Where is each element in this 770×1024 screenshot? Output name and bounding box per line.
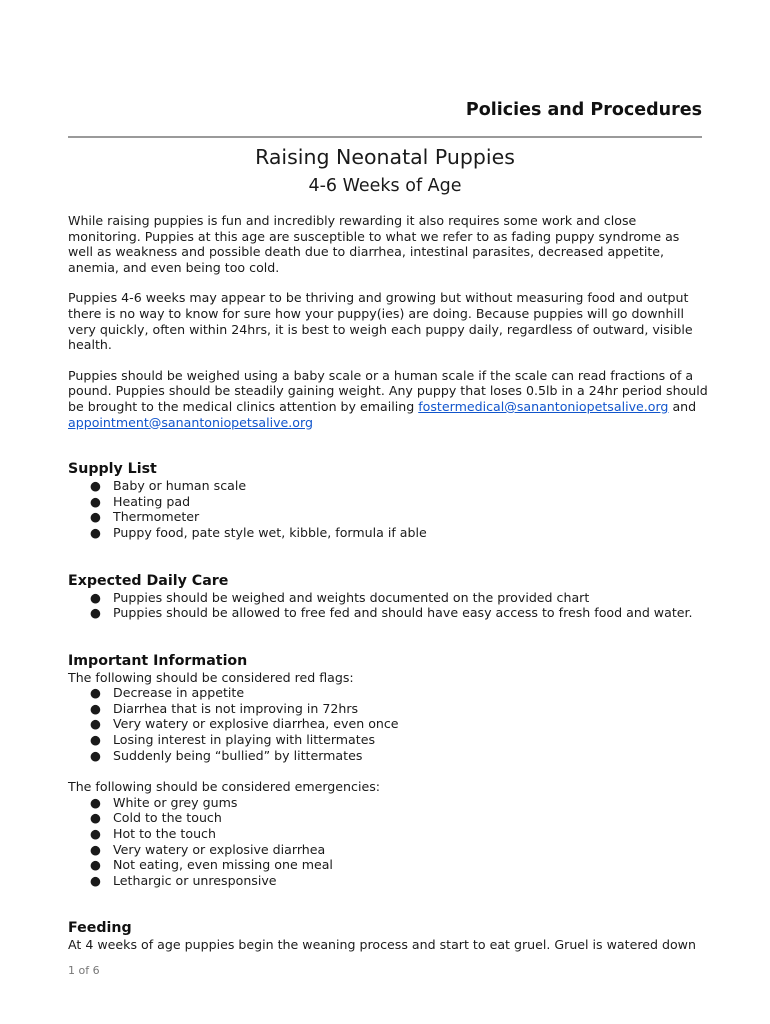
list-item-text: Very watery or explosive diarrhea bbox=[113, 841, 326, 857]
list-item-text: White or grey gums bbox=[113, 794, 238, 810]
document-subtitle: 4-6 Weeks of Age bbox=[308, 176, 462, 196]
list-item-text: Puppies should be allowed to free fed and should have easy access to fresh food and water. bbox=[113, 605, 693, 621]
list-item bbox=[68, 478, 708, 494]
list-item bbox=[68, 509, 708, 525]
list-item-text: Hot to the touch bbox=[113, 826, 216, 842]
list-item bbox=[68, 842, 708, 858]
intro-paragraph-2: Puppies 4-6 weeks may appear to be thriving and growing but without measuring food and output there is no way to know for sure how your puppy(ies) are doing. Because puppies will go downhill very quickly, often within 24hrs, it is best to weigh each puppy daily, regardless of outward, visible health. bbox=[68, 290, 693, 353]
bullet-icon: ● bbox=[90, 685, 101, 701]
bullet-icon: ● bbox=[90, 872, 101, 888]
important-info-heading: Important Information bbox=[68, 652, 248, 669]
bullet-icon: ● bbox=[90, 509, 101, 525]
bullet-icon: ● bbox=[90, 794, 101, 810]
feeding-text: At 4 weeks of age puppies begin the weaning process and start to eat gruel. Gruel is watered down bbox=[68, 937, 696, 953]
bullet-icon: ● bbox=[90, 747, 101, 763]
list-item bbox=[68, 701, 708, 717]
list-item-text: Thermometer bbox=[113, 509, 200, 525]
list-item-text: Losing interest in playing with littermates bbox=[113, 732, 376, 748]
list-item-text: Suddenly being “bullied” by littermates bbox=[113, 747, 363, 763]
bullet-icon: ● bbox=[90, 478, 101, 494]
spacer bbox=[68, 763, 708, 779]
list-item bbox=[68, 525, 708, 541]
daily-care-list bbox=[68, 590, 708, 621]
bullet-icon: ● bbox=[90, 841, 101, 857]
list-item-text: Not eating, even missing one meal bbox=[113, 857, 333, 873]
header-title: Policies and Procedures bbox=[465, 100, 702, 120]
document-title: Raising Neonatal Puppies bbox=[255, 145, 515, 169]
spacer bbox=[68, 541, 708, 573]
list-item bbox=[68, 605, 708, 621]
list-item-text: Lethargic or unresponsive bbox=[113, 872, 277, 888]
red-flags-intro: The following should be considered red flags: bbox=[68, 669, 354, 685]
conjunction-text: and bbox=[668, 398, 697, 414]
bullet-icon: ● bbox=[90, 732, 101, 748]
list-item bbox=[68, 795, 708, 811]
intro-paragraph-3 bbox=[68, 368, 708, 430]
bullet-icon: ● bbox=[90, 493, 101, 509]
list-item-text: Cold to the touch bbox=[113, 810, 222, 826]
appointment-email-link[interactable]: appointment@sanantoniopetsalive.org bbox=[68, 414, 313, 430]
spacer bbox=[68, 430, 708, 461]
page-number: 1 of 6 bbox=[68, 964, 100, 977]
list-item-text: Puppies should be weighed and weights documented on the provided chart bbox=[113, 589, 590, 605]
list-item bbox=[68, 732, 708, 748]
intro-paragraph-1: While raising puppies is fun and incredibly rewarding it also requires some work and close monitoring. Puppies at this age are susceptible to what we refer to as fading puppy syndrome as well as weakness and possible death due to diarrhea, intestinal parasites, decreased appetite, anemia, and even being too cold. bbox=[68, 213, 680, 275]
list-item bbox=[68, 810, 708, 826]
list-item bbox=[68, 494, 708, 510]
emergencies-intro: The following should be considered emergencies: bbox=[68, 779, 380, 795]
list-item bbox=[68, 685, 708, 701]
list-item-text: Puppy food, pate style wet, kibble, formula if able bbox=[113, 524, 427, 540]
weighing-text: Puppies should be weighed using a baby scale or a human scale if the scale can read fractions of a pound. Puppies should be steadily gaining weight. Any puppy that loses 0.5lb in a 24hr period should be brought to the medical clinics attention by emailing bbox=[68, 367, 708, 414]
list-item bbox=[68, 826, 708, 842]
spacer bbox=[68, 888, 708, 920]
bullet-icon: ● bbox=[90, 700, 101, 716]
bullet-icon: ● bbox=[90, 524, 101, 540]
bullet-icon: ● bbox=[90, 857, 101, 873]
red-flags-list bbox=[68, 685, 708, 763]
supply-list-heading: Supply List bbox=[68, 461, 157, 478]
header-divider bbox=[68, 136, 702, 138]
list-item-text: Diarrhea that is not improving in 72hrs bbox=[113, 700, 359, 716]
list-item bbox=[68, 748, 708, 764]
foster-medical-email-link[interactable]: fostermedical@sanantoniopetsalive.org bbox=[418, 398, 669, 414]
list-item-text: Baby or human scale bbox=[113, 478, 247, 494]
spacer bbox=[68, 621, 708, 653]
bullet-icon: ● bbox=[90, 589, 101, 605]
list-item-text: Heating pad bbox=[113, 493, 191, 509]
feeding-heading: Feeding bbox=[68, 920, 132, 937]
list-item bbox=[68, 590, 708, 606]
bullet-icon: ● bbox=[90, 716, 101, 732]
supply-list bbox=[68, 478, 708, 540]
bullet-icon: ● bbox=[90, 826, 101, 842]
bullet-icon: ● bbox=[90, 810, 101, 826]
daily-care-heading: Expected Daily Care bbox=[68, 572, 229, 589]
document-body bbox=[68, 213, 708, 953]
bullet-icon: ● bbox=[90, 605, 101, 621]
list-item-text: Decrease in appetite bbox=[113, 685, 245, 701]
emergencies-list bbox=[68, 795, 708, 889]
list-item-text: Very watery or explosive diarrhea, even once bbox=[113, 716, 399, 732]
list-item bbox=[68, 873, 708, 889]
list-item bbox=[68, 716, 708, 732]
list-item bbox=[68, 857, 708, 873]
